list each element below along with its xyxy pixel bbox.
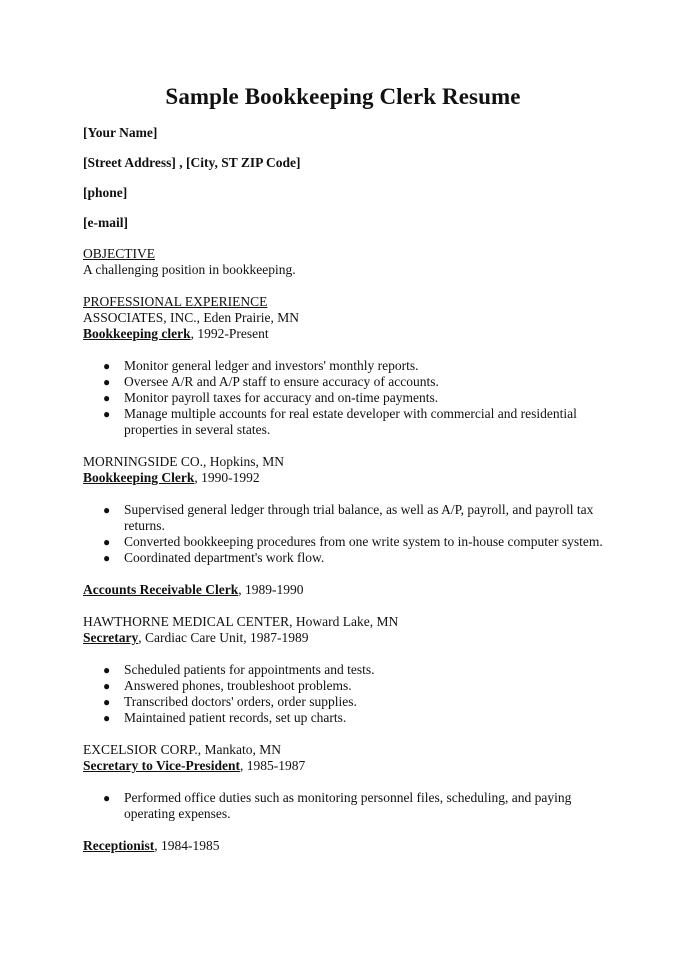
job-company: HAWTHORNE MEDICAL CENTER, Howard Lake, MN xyxy=(83,614,399,629)
job-role: Accounts Receivable Clerk xyxy=(83,582,239,597)
list-item xyxy=(83,694,623,710)
list-item xyxy=(83,790,623,822)
bullet-icon: ● xyxy=(103,359,111,373)
spacer xyxy=(83,278,623,294)
bullet-icon: ● xyxy=(103,503,111,517)
list-item xyxy=(83,374,623,390)
job-title-line xyxy=(83,630,623,646)
spacer xyxy=(83,566,623,582)
job-title-line xyxy=(83,326,623,342)
spacer xyxy=(83,438,623,454)
spacer xyxy=(83,726,623,742)
list-item xyxy=(83,710,623,726)
job-dates: , 1984-1985 xyxy=(154,838,220,853)
list-item xyxy=(83,534,623,550)
objective-text: A challenging position in bookkeeping. xyxy=(83,262,296,277)
bullet-text: Scheduled patients for appointments and tests. xyxy=(124,662,375,677)
bullet-text: Maintained patient records, set up charts. xyxy=(124,710,347,725)
bullet-text: Converted bookkeeping procedures from one write system to in-house computer system. xyxy=(124,534,603,549)
job-title-line xyxy=(83,582,623,598)
spacer xyxy=(83,486,623,502)
job-bullet-list xyxy=(83,662,623,726)
job-dates: , 1990-1992 xyxy=(194,470,260,485)
bullet-text: Monitor payroll taxes for accuracy and on-time payments. xyxy=(124,390,439,405)
job-company: ASSOCIATES, INC., Eden Prairie, MN xyxy=(83,310,299,325)
job-dates: , 1992-Present xyxy=(190,326,269,341)
bullet-icon: ● xyxy=(103,791,111,805)
contact-phone: [phone] xyxy=(83,185,128,200)
bullet-icon: ● xyxy=(103,551,111,565)
job-dates: , 1985-1987 xyxy=(239,758,306,773)
job-bullet-list xyxy=(83,502,623,566)
document-title: Sample Bookkeeping Clerk Resume xyxy=(165,84,521,109)
spacer xyxy=(83,774,623,790)
job-company: MORNINGSIDE CO., Hopkins, MN xyxy=(83,454,285,469)
bullet-text: Coordinated department's work flow. xyxy=(124,550,325,565)
contact-address: [Street Address] , [City, ST ZIP Code] xyxy=(83,155,301,170)
bullet-text: Supervised general ledger through trial balance, as well as A/P, payroll, and payroll tax returns. xyxy=(124,502,594,533)
bullet-icon: ● xyxy=(103,679,111,693)
spacer xyxy=(83,822,623,838)
contact-email: [e-mail] xyxy=(83,215,128,230)
list-item xyxy=(83,678,623,694)
job-role: Receptionist xyxy=(83,838,155,853)
spacer xyxy=(83,598,623,614)
bullet-icon: ● xyxy=(103,663,111,677)
list-item xyxy=(83,662,623,678)
contact-name: [Your Name] xyxy=(83,125,158,140)
job-role: Bookkeeping Clerk xyxy=(83,470,195,485)
list-item xyxy=(83,358,623,374)
bullet-text: Monitor general ledger and investors' monthly reports. xyxy=(124,358,419,373)
job-dates: , Cardiac Care Unit, 1987-1989 xyxy=(138,630,309,645)
list-item xyxy=(83,502,623,534)
job-role: Bookkeeping clerk xyxy=(83,326,191,341)
spacer xyxy=(83,646,623,662)
bullet-icon: ● xyxy=(103,407,111,421)
job-company: EXCELSIOR CORP., Mankato, MN xyxy=(83,742,282,757)
experience-heading: PROFESSIONAL EXPERIENCE xyxy=(83,294,268,309)
job-title-line xyxy=(83,838,623,854)
job-bullet-list xyxy=(83,358,623,438)
bullet-icon: ● xyxy=(103,391,111,405)
spacer xyxy=(83,342,623,358)
list-item xyxy=(83,390,623,406)
bullet-icon: ● xyxy=(103,711,111,725)
bullet-text: Oversee A/R and A/P staff to ensure accuracy of accounts. xyxy=(124,374,439,389)
job-dates: , 1989-1990 xyxy=(238,582,304,597)
bullet-text: Answered phones, troubleshoot problems. xyxy=(124,678,352,693)
bullet-text: Manage multiple accounts for real estate developer with commercial and residential properties in several states. xyxy=(124,406,577,437)
job-role: Secretary to Vice-President xyxy=(83,758,240,773)
list-item xyxy=(83,550,623,566)
bullet-icon: ● xyxy=(103,695,111,709)
bullet-icon: ● xyxy=(103,375,111,389)
job-title-line xyxy=(83,470,623,486)
list-item xyxy=(83,406,623,438)
job-bullet-list xyxy=(83,790,623,822)
objective-heading: OBJECTIVE xyxy=(83,246,155,261)
bullet-icon: ● xyxy=(103,535,111,549)
bullet-text: Transcribed doctors' orders, order supplies. xyxy=(124,694,357,709)
resume-body xyxy=(83,246,623,854)
job-title-line xyxy=(83,758,623,774)
bullet-text: Performed office duties such as monitoring personnel files, scheduling, and paying operating expenses. xyxy=(124,790,572,821)
job-role: Secretary xyxy=(83,630,139,645)
